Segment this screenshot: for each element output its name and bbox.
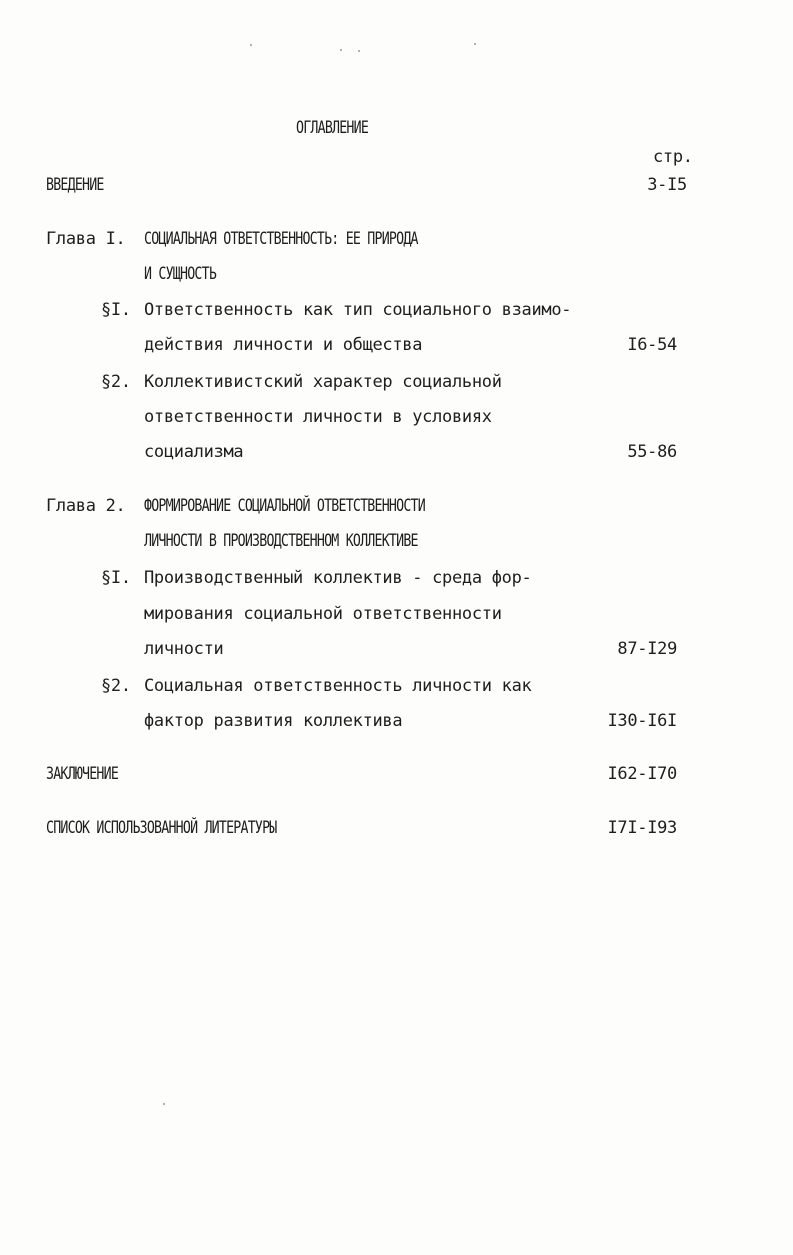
chapter1-s1-line1: Ответственность как тип социального взаимо- bbox=[144, 300, 572, 320]
chapter2-s2-pages: I30-I6I bbox=[607, 711, 677, 731]
chapter1-s2-line3: социализма bbox=[144, 442, 244, 462]
page-column-header: стр. bbox=[653, 147, 693, 167]
toc-entry-bibliography-pages: I7I-I93 bbox=[607, 818, 677, 838]
scan-speck bbox=[340, 49, 342, 51]
dot-leader bbox=[254, 441, 608, 463]
chapter1-title-line1: СОЦИАЛЬНАЯ ОТВЕТСТВЕННОСТЬ: ЕЕ ПРИРОДА bbox=[144, 229, 418, 249]
dot-leader bbox=[134, 174, 608, 196]
chapter1-s1-pages: I6-54 bbox=[627, 335, 677, 355]
chapter2-s1-line2: мирования социальной ответственности bbox=[144, 604, 502, 624]
chapter2-title-line2: ЛИЧНОСТИ В ПРОИЗВОДСТВЕННОМ КОЛЛЕКТИВЕ bbox=[144, 531, 418, 551]
chapter2-s1-num: §I. bbox=[101, 568, 131, 588]
chapter1-s2-line1: Коллективистский характер социальной bbox=[144, 372, 502, 392]
chapter1-s2-num: §2. bbox=[101, 372, 131, 392]
dot-leader bbox=[232, 638, 598, 660]
chapter2-s2-line2: фактор развития коллектива bbox=[144, 711, 403, 731]
chapter1-s1-num: §I. bbox=[101, 300, 131, 320]
chapter2-s1-line1: Производственный коллектив - среда фор- bbox=[144, 568, 532, 588]
chapter2-s2-num: §2. bbox=[101, 676, 131, 696]
toc-entry-conclusion-pages: I62-I70 bbox=[607, 764, 677, 784]
scan-speck bbox=[474, 43, 476, 45]
chapter1-s1-line2: действия личности и общества bbox=[144, 335, 423, 355]
scan-speck bbox=[358, 50, 360, 52]
chapter2-s1-line3: личности bbox=[144, 639, 224, 659]
chapter2-s2-line1: Социальная ответственность личности как bbox=[144, 676, 532, 696]
chapter1-prefix: Глава I. bbox=[46, 229, 126, 249]
chapter1-title-line2: И СУЩНОСТЬ bbox=[144, 264, 217, 284]
toc-entry-bibliography-label: СПИСОК ИСПОЛЬЗОВАННОЙ ЛИТЕРАТУРЫ bbox=[46, 818, 277, 838]
dot-leader bbox=[396, 817, 588, 839]
dot-leader bbox=[428, 710, 588, 732]
toc-entry-intro-label: ВВЕДЕНИЕ bbox=[46, 175, 104, 195]
toc-entry-conclusion-label: ЗАКЛЮЧЕНИЕ bbox=[46, 764, 119, 784]
scan-speck bbox=[250, 44, 252, 46]
toc-entry-intro-pages: 3-I5 bbox=[647, 175, 687, 195]
dot-leader bbox=[156, 763, 588, 785]
chapter1-s2-line2: ответственности личности в условиях bbox=[144, 407, 492, 427]
toc-title: ОГЛАВЛЕНИЕ bbox=[296, 118, 369, 138]
scan-speck bbox=[163, 1103, 165, 1105]
chapter1-s2-pages: 55-86 bbox=[627, 442, 677, 462]
dot-leader bbox=[452, 334, 608, 356]
chapter2-prefix: Глава 2. bbox=[46, 496, 126, 516]
chapter2-s1-pages: 87-I29 bbox=[617, 639, 677, 659]
chapter2-title-line1: ФОРМИРОВАНИЕ СОЦИАЛЬНОЙ ОТВЕТСТВЕННОСТИ bbox=[144, 496, 425, 516]
